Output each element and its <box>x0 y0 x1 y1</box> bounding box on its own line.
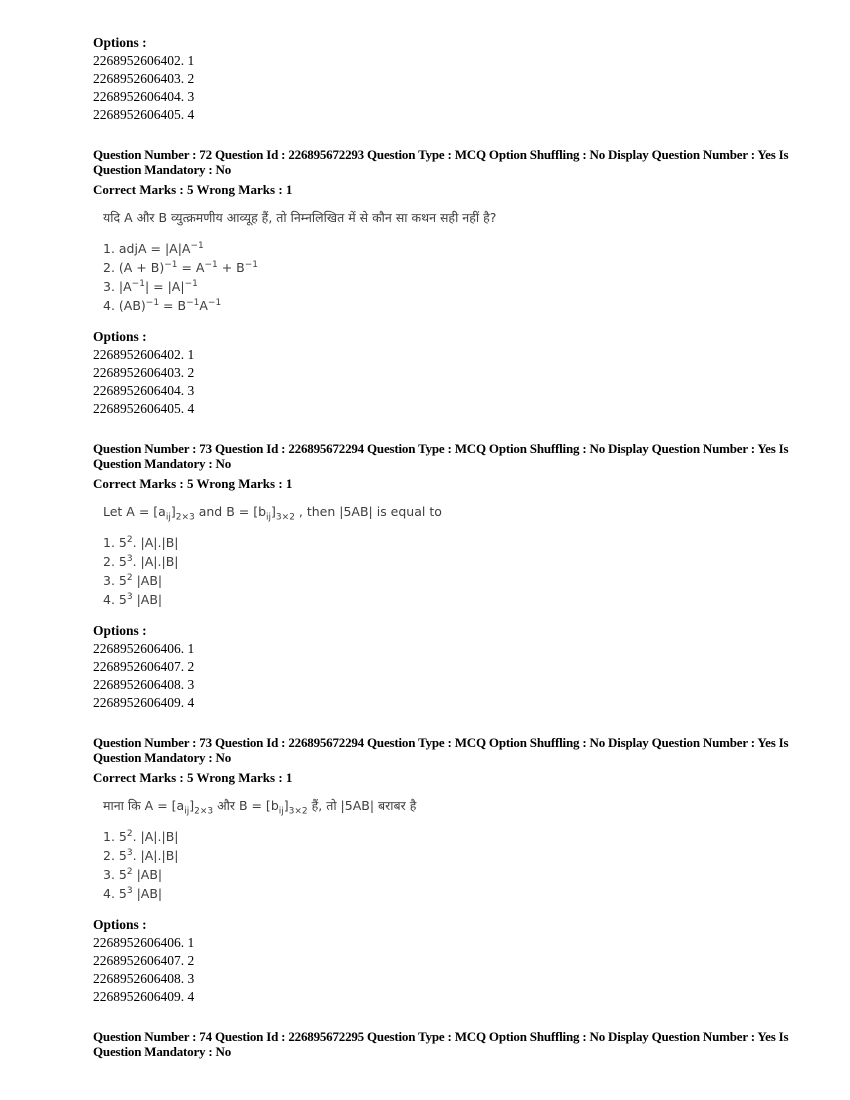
choices-list <box>103 239 800 315</box>
options-label: Options : <box>93 917 147 932</box>
question-header-line: Question Mandatory : No <box>93 750 232 765</box>
question-73-english <box>93 441 800 712</box>
question-header-line: Question Mandatory : No <box>93 456 232 471</box>
option-id-line: 2268952606405. 4 <box>93 107 195 122</box>
choice-line: 1. $5^2$. |A|.|B| <box>103 534 179 550</box>
options-label: Options : <box>93 35 147 50</box>
marks-line: Correct Marks : 5 Wrong Marks : 1 <box>93 476 293 491</box>
option-id-line: 2268952606407. 2 <box>93 659 195 674</box>
options-block <box>93 916 800 1006</box>
option-id-line: 2268952606406. 1 <box>93 935 195 950</box>
question-header-line: Question Mandatory : No <box>93 162 232 177</box>
question-text: Let $A = [a_{ij}]_{2\times 3}$ and $B = [b_{ij}]_{3\times 2}$ , then |5AB| is equal to <box>103 504 442 523</box>
question-header-line: Question Number : 73 Question Id : 226895672294 Question Type : MCQ Option Shuffling : No Display Question Number : Yes Is <box>93 441 789 456</box>
option-id-line: 2268952606409. 4 <box>93 695 195 710</box>
choice-line: 1. $5^2$. |A|.|B| <box>103 828 179 844</box>
choice-line: 3. $5^2$ |AB| <box>103 572 163 588</box>
option-id-line: 2268952606404. 3 <box>93 89 195 104</box>
question-72-hindi <box>93 147 800 418</box>
question-74-header <box>93 1029 800 1059</box>
choice-line: 3. $5^2$ |AB| <box>103 866 163 882</box>
marks-line: Correct Marks : 5 Wrong Marks : 1 <box>93 182 293 197</box>
option-id-line: 2268952606409. 4 <box>93 989 195 1004</box>
option-id-line: 2268952606408. 3 <box>93 677 195 692</box>
choice-line: 2. $(A + B)^{-1} = A^{-1} + B^{-1}$ <box>103 259 259 275</box>
choices-list <box>103 533 800 609</box>
choice-line: 1. adjA = $|A|A^{-1}$ <box>103 240 204 256</box>
options-block <box>93 328 800 418</box>
options-label: Options : <box>93 329 147 344</box>
option-id-line: 2268952606406. 1 <box>93 641 195 656</box>
question-text: माना कि $A = [a_{ij}]_{2\times 3}$ और $B = [b_{ij}]_{3\times 2}$ हैं, तो |5AB| बराबर है <box>103 798 417 817</box>
choice-line: 4. $5^3$ |AB| <box>103 591 163 607</box>
choice-line: 2. $5^3$. |A|.|B| <box>103 847 179 863</box>
option-id-line: 2268952606403. 2 <box>93 365 195 380</box>
option-id-line: 2268952606407. 2 <box>93 953 195 968</box>
choice-line: 4. $5^3$ |AB| <box>103 885 163 901</box>
options-label: Options : <box>93 623 147 638</box>
options-block-leading <box>93 34 800 124</box>
option-id-line: 2268952606405. 4 <box>93 401 195 416</box>
question-text: यदि A और B व्युत्क्रमणीय आव्यूह हैं, तो निम्नलिखित में से कौन सा कथन सही नहीं है? <box>103 210 497 225</box>
question-header-line: Question Number : 74 Question Id : 226895672295 Question Type : MCQ Option Shuffling : No Display Question Number : Yes Is <box>93 1029 789 1044</box>
options-block <box>93 622 800 712</box>
choice-line: 2. $5^3$. |A|.|B| <box>103 553 179 569</box>
option-id-line: 2268952606402. 1 <box>93 53 195 68</box>
option-id-line: 2268952606408. 3 <box>93 971 195 986</box>
question-header-line: Question Number : 72 Question Id : 226895672293 Question Type : MCQ Option Shuffling : No Display Question Number : Yes Is <box>93 147 789 162</box>
question-73-hindi <box>93 735 800 1006</box>
choices-list <box>103 827 800 903</box>
choice-line: 3. $|A^{-1}| = |A|^{-1}$ <box>103 278 198 294</box>
option-id-line: 2268952606404. 3 <box>93 383 195 398</box>
option-id-line: 2268952606403. 2 <box>93 71 195 86</box>
choice-line: 4. $(AB)^{-1} = B^{-1}A^{-1}$ <box>103 297 222 313</box>
question-header-line: Question Mandatory : No <box>93 1044 232 1059</box>
marks-line: Correct Marks : 5 Wrong Marks : 1 <box>93 770 293 785</box>
question-header-line: Question Number : 73 Question Id : 226895672294 Question Type : MCQ Option Shuffling : No Display Question Number : Yes Is <box>93 735 789 750</box>
option-id-line: 2268952606402. 1 <box>93 347 195 362</box>
